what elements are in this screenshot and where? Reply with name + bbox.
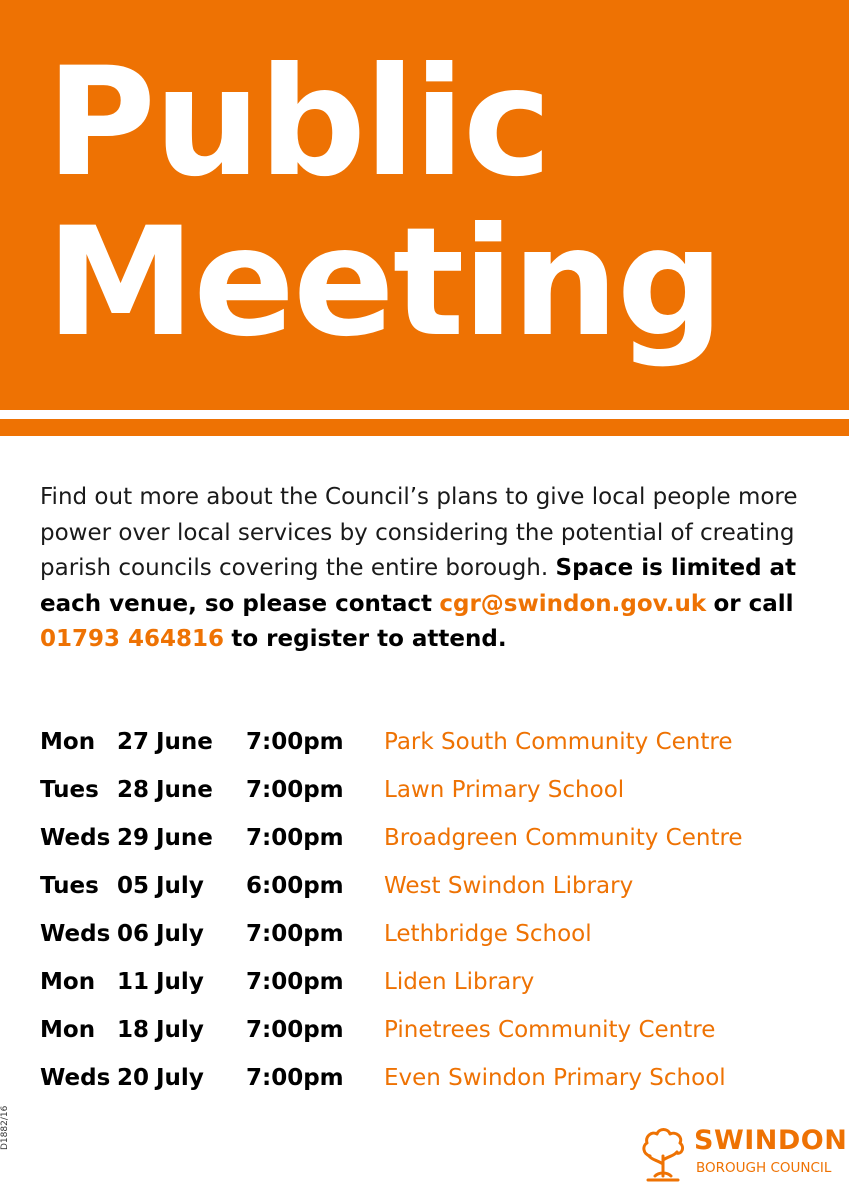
council-logo: [640, 1124, 848, 1184]
meeting-month: June: [156, 729, 213, 755]
intro-paragraph: [40, 480, 830, 658]
meeting-time: 7:00pm: [246, 1017, 344, 1043]
meeting-venue: Broadgreen Community Centre: [384, 825, 743, 851]
intro-bold-3: to register to attend.: [231, 626, 507, 652]
meeting-row: [40, 1058, 830, 1106]
title-banner: [0, 0, 849, 410]
meeting-day: Tues: [40, 873, 99, 899]
meeting-month: June: [156, 777, 213, 803]
meeting-time: 7:00pm: [246, 1065, 344, 1091]
meeting-date: 06: [117, 921, 150, 947]
logo-subtitle: BOROUGH COUNCIL: [696, 1160, 832, 1176]
meeting-date: 11: [117, 969, 150, 995]
banner-stripe-divider: [0, 419, 849, 436]
meeting-date: 29: [117, 825, 150, 851]
meeting-venue: Lawn Primary School: [384, 777, 625, 803]
tree-icon: [640, 1126, 686, 1182]
meeting-date: 27: [117, 729, 150, 755]
meeting-time: 6:00pm: [246, 873, 344, 899]
meeting-time: 7:00pm: [246, 777, 344, 803]
meeting-date: 18: [117, 1017, 150, 1043]
logo-name: SWINDON: [694, 1125, 848, 1156]
meeting-venue: Park South Community Centre: [384, 729, 733, 755]
meeting-month: June: [156, 825, 213, 851]
meeting-venue: West Swindon Library: [384, 873, 634, 899]
meeting-date: 28: [117, 777, 150, 803]
meeting-day: Weds: [40, 825, 111, 851]
meeting-month: July: [156, 921, 204, 947]
meeting-month: July: [156, 1065, 204, 1091]
meeting-venue: Pinetrees Community Centre: [384, 1017, 716, 1043]
meeting-row: [40, 722, 830, 770]
meeting-venue: Lethbridge School: [384, 921, 592, 947]
page-title-line-2: Meeting: [46, 196, 723, 370]
intro-bold-1: Space is limited at each venue, so please contact: [40, 555, 797, 617]
meeting-row: [40, 770, 830, 818]
contact-phone-number[interactable]: 01793 464816: [40, 626, 225, 652]
meeting-date: 20: [117, 1065, 150, 1091]
meeting-day: Tues: [40, 777, 99, 803]
meeting-month: July: [156, 1017, 204, 1043]
meeting-day: Weds: [40, 921, 111, 947]
meeting-schedule: [40, 722, 830, 1106]
meeting-day: Weds: [40, 1065, 111, 1091]
meeting-row: [40, 1010, 830, 1058]
meeting-row: [40, 818, 830, 866]
meeting-time: 7:00pm: [246, 921, 344, 947]
meeting-time: 7:00pm: [246, 825, 344, 851]
meeting-day: Mon: [40, 1017, 96, 1043]
intro-bold-2: or call: [713, 590, 794, 617]
meeting-venue: Liden Library: [384, 969, 535, 995]
meeting-month: July: [156, 873, 204, 899]
meeting-day: Mon: [40, 729, 96, 755]
meeting-row: [40, 914, 830, 962]
meeting-row: [40, 962, 830, 1010]
reference-code: D1882/16: [0, 1105, 10, 1150]
meeting-month: July: [156, 969, 204, 995]
meeting-venue: Even Swindon Primary School: [384, 1065, 726, 1091]
meeting-date: 05: [117, 873, 150, 899]
meeting-time: 7:00pm: [246, 729, 344, 755]
intro-text: Find out more about the Council’s plans to give local people more power over local services by considering the potential of creating parish councils covering the entire borough.: [40, 484, 798, 581]
meeting-row: [40, 866, 830, 914]
meeting-time: 7:00pm: [246, 969, 344, 995]
page-title-line-1: Public: [46, 36, 550, 210]
contact-email-link[interactable]: cgr@swindon.gov.uk: [439, 590, 707, 617]
meeting-day: Mon: [40, 969, 96, 995]
